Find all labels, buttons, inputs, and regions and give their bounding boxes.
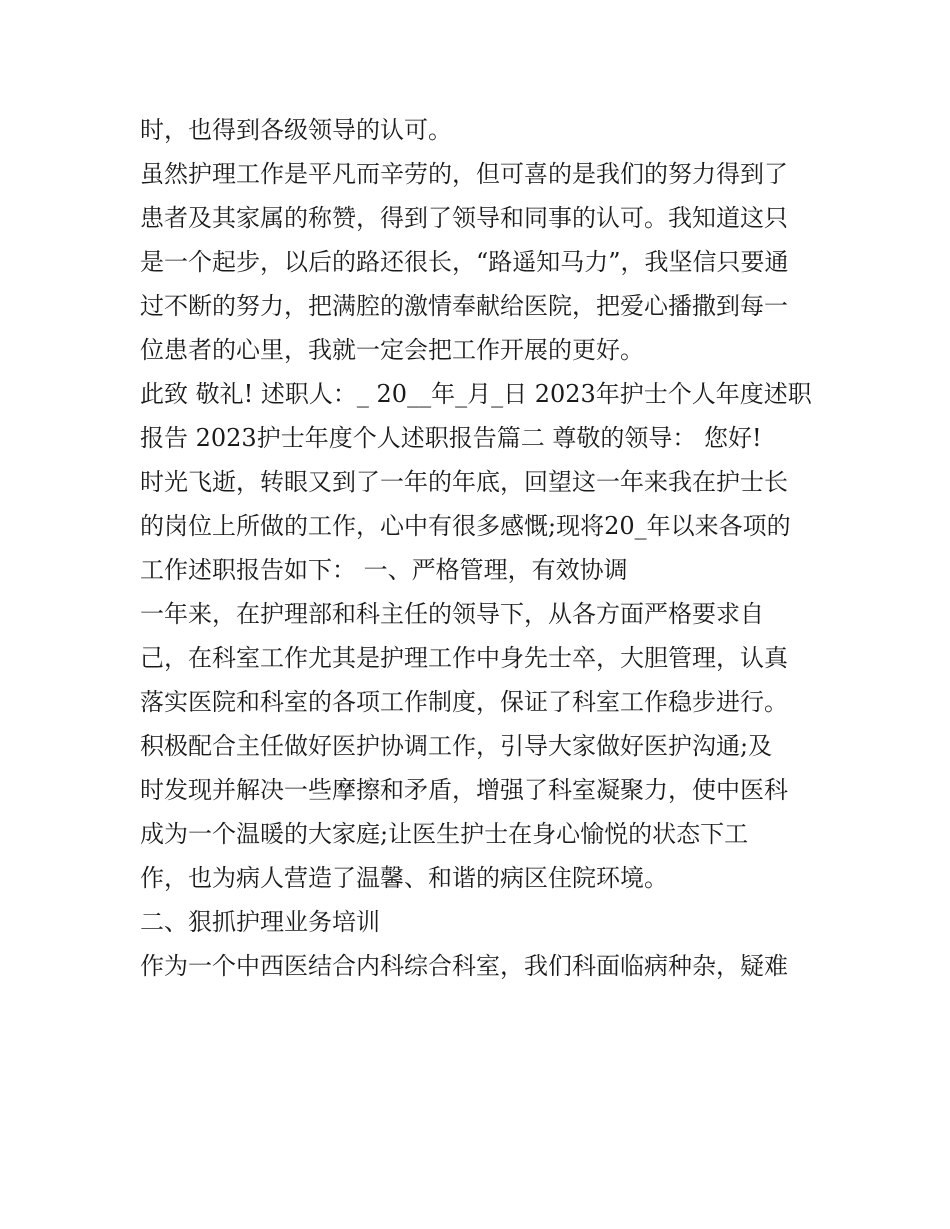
section-heading: 二、狠抓护理业务培训 <box>140 908 380 936</box>
text-line: 虽然护理工作是平凡而辛劳的，但可喜的是我们的努力得到了 <box>140 160 788 188</box>
text-line: 一年来，在护理部和科主任的领导下，从各方面严格要求自 <box>140 600 764 628</box>
text-line: 此致 敬礼! 述职人：_ 20__年_月_日 2023年护士个人年度述职 <box>140 380 812 408</box>
text-line: 的岗位上所做的工作，心中有很多感慨;现将20_年以来各项的 <box>140 512 791 540</box>
document-body <box>140 108 820 988</box>
text-line: 过不断的努力，把满腔的激情奉献给医院，把爱心播撒到每一 <box>140 292 788 320</box>
text-line: 作，也为病人营造了温馨、和谐的病区住院环境。 <box>140 864 668 892</box>
text-line: 是一个起步，以后的路还很长，“路遥知马力”，我坚信只要通 <box>140 248 789 276</box>
text-line: 积极配合主任做好医护协调工作，引导大家做好医护沟通;及 <box>140 732 773 760</box>
text-line: 己，在科室工作尤其是护理工作中身先士卒，大胆管理，认真 <box>140 644 788 672</box>
text-line: 作为一个中西医结合内科综合科室，我们科面临病种杂，疑难 <box>140 952 788 980</box>
text-line: 报告 2023护士年度个人述职报告篇二 尊敬的领导： 您好! <box>140 424 762 452</box>
text-line: 时发现并解决一些摩擦和矛盾，增强了科室凝聚力，使中医科 <box>140 776 788 804</box>
text-line: 成为一个温暖的大家庭;让医生护士在身心愉悦的状态下工 <box>140 820 749 848</box>
text-line: 时，也得到各级领导的认可。 <box>140 116 452 144</box>
text-line: 时光飞逝，转眼又到了一年的年底，回望这一年来我在护士长 <box>140 468 788 496</box>
text-line: 患者及其家属的称赞，得到了领导和同事的认可。我知道这只 <box>140 204 788 232</box>
text-line: 位患者的心里，我就一定会把工作开展的更好。 <box>140 336 644 364</box>
text-line: 落实医院和科室的各项工作制度，保证了科室工作稳步进行。 <box>140 688 788 716</box>
text-line: 工作述职报告如下： 一、严格管理，有效协调 <box>140 556 628 584</box>
